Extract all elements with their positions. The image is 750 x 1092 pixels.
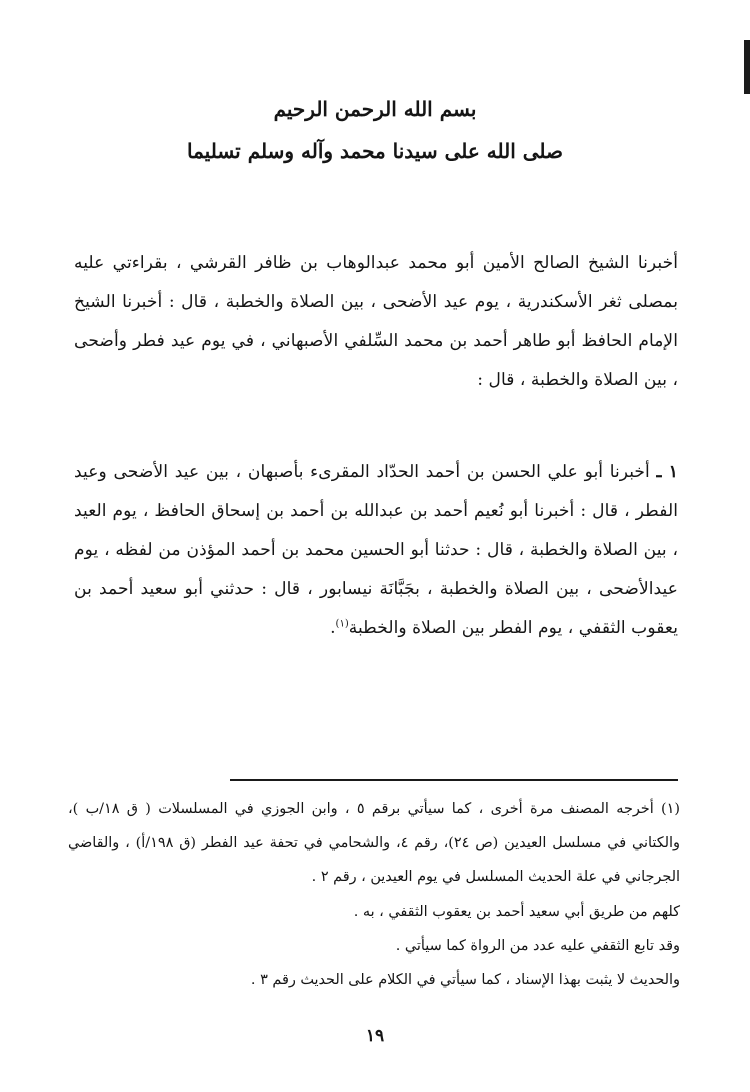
footnote-line: وقد تابع الثقفي عليه عدد من الرواة كما سيأتي . [395,937,680,954]
hadith-text: أخبرنا أبو علي الحسن بن أحمد الحدّاد المقرىء بأصبهان ، بين عيد الأضحى وعيد الفطر ، قال : أخبرنا أبو نُعيم أحمد بن عبدالله بن أحمد بن إسحاق الحافظ ، يوم العيد ، بين الصلاة والخطبة ، قال : حدثنا أبو الحسين محمد بن أحمد المؤذن من لفظه ، يوم عيدالأضحى ، بين الصلاة والخطبة ، بجَبَّانَة نيسابور ، قال : حدثني أبو سعيد أحمد بن يعقوب الثقفي ، يوم الفطر بين الصلاة والخطبة [74,462,678,638]
page-edge-mark [744,40,750,94]
page-number: ١٩ [365,1026,385,1046]
intro-paragraph: أخبرنا الشيخ الصالح الأمين أبو محمد عبدالوهاب بن ظافر القرشي ، بقراءتي عليه بمصلى ثغر الأسكندرية ، يوم عيد الأضحى ، بين الصلاة والخطبة ، قال : أخبرنا الشيخ الإمام الحافظ أبو طاهر أحمد بن محمد السِّلفي الأصبهاني ، في يوم عيد فطر وأضحى ، بين الصلاة والخطبة ، قال : [74,253,678,390]
hadith-number: ١ ـ [656,462,679,482]
footnotes [68,792,680,997]
footnote-line: كلهم من طريق أبي سعيد أحمد بن يعقوب الثقفي ، به . [353,903,680,920]
hadith-end: . [330,618,336,638]
footnote-reference: (١) [335,618,349,630]
page-header [80,88,670,172]
salutation: صلى الله على سيدنا محمد وآله وسلم تسليما [187,139,563,163]
footnote-line: والحديث لا يثبت بهذا الإسناد ، كما سيأتي في الكلام على الحديث رقم ٣ . [250,972,680,989]
hadith-paragraph [74,453,678,648]
footnote-separator [230,779,678,781]
footnote-1: (١) أخرجه المصنف مرة أخرى ، كما سيأتي برقم ٥ ، وابن الجوزي في المسلسلات ( ق ١٨/ب )، والكتاني في مسلسل العيدين (ص ٢٤)، رقم ٤، والشحامي في تحفة عيد الفطر (ق ١٩٨/أ) ، والقاضي الجرجاني في علة الحديث المسلسل في يوم العيدين ، رقم ٢ . [68,801,680,886]
basmala: بسم الله الرحمن الرحيم [273,97,477,121]
